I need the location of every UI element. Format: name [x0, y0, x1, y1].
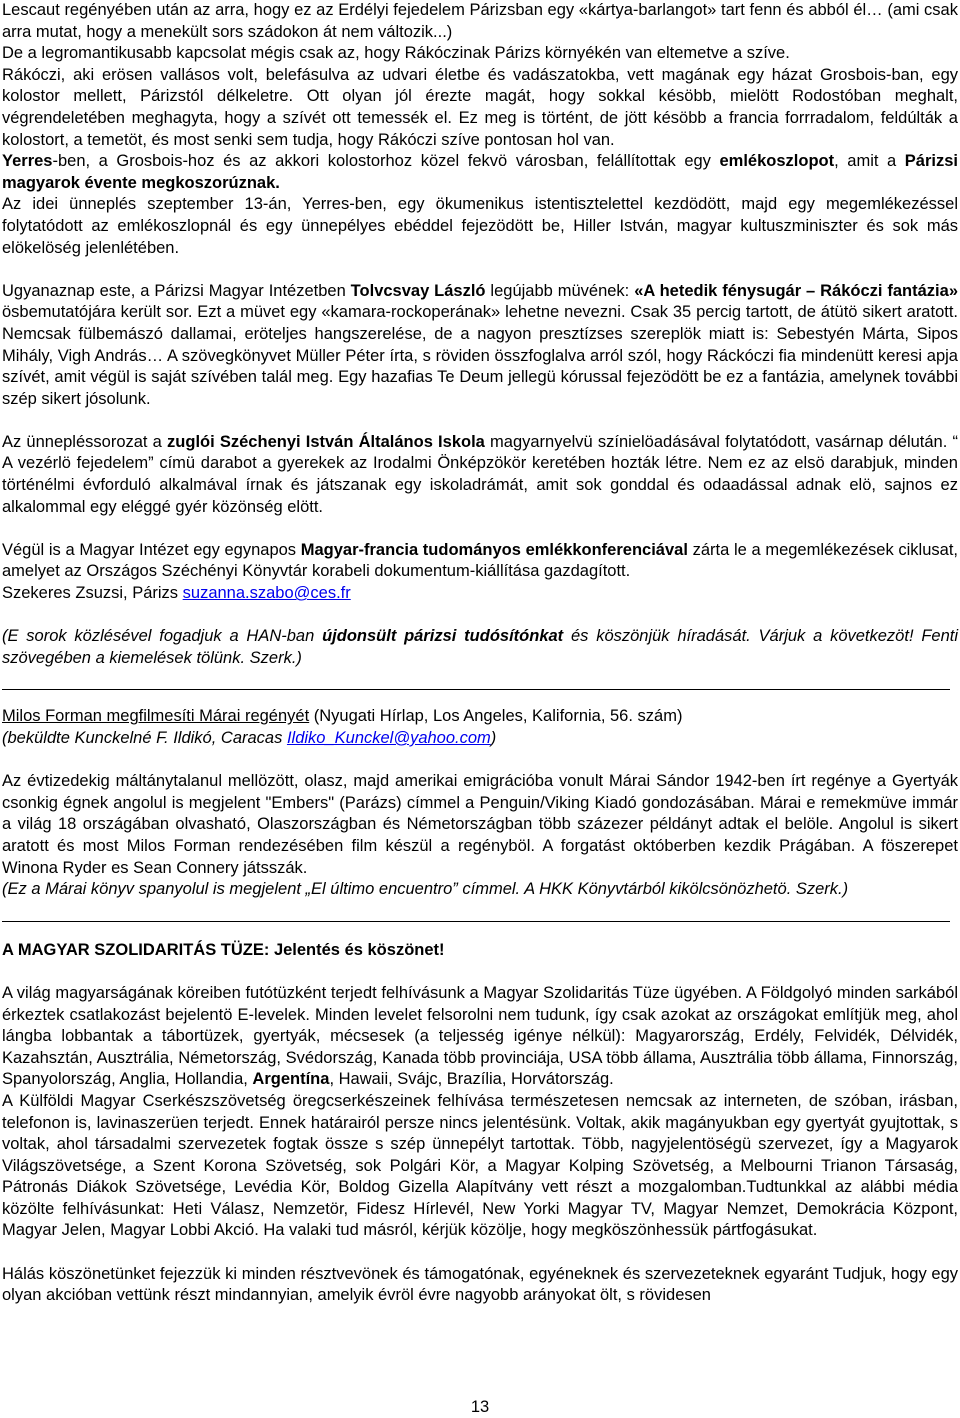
paragraph-celebration: Az idei ünneplés szeptember 13-án, Yerres-ben, egy ökumenikus istentisztelettel kezdödött, majd egy megemlékezéssel folytatódott az emlékoszlopnál és egy ünnepélyes ebéddel fejezödött be, Hiller István, magyar kultuszminiszter és sok más elökelöség jelenlétében.: [2, 195, 958, 257]
email-link-kunckel[interactable]: Ildiko_Kunckel@yahoo.com: [286, 729, 491, 747]
paragraph-conference: Végül is a Magyar Intézet egy egynapos Magyar-francia tudományos emlékkonferenciával zárta le a megemlékezések ciklusat, amelyet az Országos Széchényi Könyvtár korabeli dokumentum-kiállítása gazdagított. Szekeres Zsuzsi, Párizs suzanna.szabo@ces.fr: [2, 540, 958, 603]
paragraph-intro: Lescaut regényében után az arra, hogy ez az Erdélyi fejedelem Párizsban egy «kártya-barlangot» tart fenn és abból él… (ami csak arra mutat, hogy a menekült sors szádokon át nem változik...): [2, 1, 958, 41]
conference-name: Magyar-francia tudományos emlékkonferenciával: [300, 540, 688, 559]
paragraph-school: Az ünnepléssorozat a zuglói Széchenyi István Általános Iskola magyarnyelvü színielöadásával folytatódott, vasárnap délután. “ A vezérlö fejedelem” címü darabot a gyerekek az Irodalmi Önképzökör keretében hozták létre. Nem ez az elsö darabjuk, minden történélmi évforduló alkalmával írnak és játszanak egy iskoladrámát, amit sok gonddal és odaadással adnak elö, sajnos ez alkalommal egy eléggé gyér közönség elött.: [2, 432, 958, 516]
paragraph-grosbois: Rákóczi, aki erösen vallásos volt, belefásulva az udvari életbe és vadászatokba, vett magának egy házat Grosbois-ban, egy kolostor mellett, Párizstól délkeletre. Ott olyan jól érezte magát, hogy sokkal késöbb, mielött Rodostóban meghalt, végrendeletében meghagyta, hogy a szívét ott temessék el. Ez meg is történt, de jött késöbb a francia forrradalom, feldúlták a kolostort, a temetöt, és most senki sem tudja, hogy Rákóczi szíve pontosan hol van.: [2, 65, 958, 149]
forman-body: Az évtizedekig máltánytalanul mellözött, olasz, majd amerikai emigrációba vonult Márai Sándor 1942-ben írt regénye a Gyertyák csonkig égnek angolul is megjelent "Embers" (Parázs) címmel a Penguin/Viking Kiadó gondozásában. Márai e remekmüve immár a világ 18 országában olvasható, Olaszországban és Németországban több százezer példányt adtak el belöle. Angolul is sikert aratott és most Milos Forman rendezésében film készül a regényböl. A forgatást októberben kezdik Prágában. A föszerepet Winona Ryder es Sean Connery játsszák.: [2, 772, 958, 877]
school-name: zuglói Széchenyi István Általános Iskola: [167, 432, 485, 451]
composer-name: Tolvcsvay László: [350, 281, 486, 300]
forman-header: Milos Forman megfilmesíti Márai regényét (Nyugati Hírlap, Los Angeles, Kalifornia, 56. szám) (beküldte Kunckelné F. Ildikó, Caracas Ildiko_Kunckel@yahoo.com): [2, 707, 683, 747]
page-number: 13: [470, 1398, 490, 1416]
szolidaritas-paragraph-3: Hálás köszönetünket fejezzük ki minden résztvevönek és támogatónak, egyéneknek és szervezeteknek egyaránt Tudjuk, hogy egy olyan akcióban vettünk részt mindannyian, amelyik évröl évre nagyobb arányokat ölt, s rövidesen: [2, 1264, 958, 1305]
document-page: [2, 0, 958, 1307]
wreath-bold: Párizsi magyarok évente megkoszorúznak.: [2, 152, 958, 192]
paragraph-yerres: Yerres-ben, a Grosbois-hoz és az akkori kolostorhoz közel fekvö városban, felállítottak egy emlékoszlopot, amit a Párizsi magyarok évente megkoszorúznak.: [2, 152, 958, 192]
szolidaritas-heading: A MAGYAR SZOLIDARITÁS TÜZE: Jelentés és köszönet!: [2, 940, 445, 959]
forman-title: Milos Forman megfilmesíti Márai regényét: [2, 707, 310, 726]
szolidaritas-paragraph-1: A világ magyarságának köreiben futótüzként terjedt felhívásunk a Magyar Szolidaritás Tüze ügyében. A Földgolyó minden sarkából érkeztek csatlakozást bejelentö E-levelek. Minden levelet felsorolni nem tudunk, így csak azokat az országokat említjük meg, ahol lángba lobbantak a tábortüzek, gyertyák, mécsesek (a teljesség igénye nélkül): Magyarország, Erdély, Felvidék, Délvidék, Kazahsztán, Ausztrália, Németország, Svédország, Kanada több provinciája, USA több állama, Ausztrália több állama, Finnország, Spanyolország, Anglia, Hollandia, Argentína, Hawaii, Svájc, Brazília, Horvátország.: [2, 983, 958, 1089]
email-link-szabo[interactable]: suzanna.szabo@ces.fr: [182, 584, 351, 603]
paragraph-heart: De a legromantikusabb kapcsolat mégis csak az, hogy Rákóczinak Párizs környékén van eltemetve a szíve.: [2, 44, 790, 63]
argentina-bold: Argentína: [252, 1070, 330, 1089]
szolidaritas-paragraph-2: A Külföldi Magyar Cserkészszövetség öregcserkészeinek felhívása természetesen nemcsak az interneten, de szóban, irásban, telefonon is, lavinaszerüen terjedt. Ennek határairól persze nincs jelentésünk. Voltak, akik magányukban egy gyertyát gyujtottak, s voltak, ahol társadalmi szervezetek fogtak össze s szép ünnepélyt tartottak. Több, nagyjelentöségü szervezet, így a Magyarok Világszövetsége, a Szent Korona Szövetség, sok Polgári Kör, a Magyar Kolping Szövetség, a Melbourni Trianon Társaság, Pátronás Diákok Szövetsége, Levédia Kör, Boldog Gizella Alapítvány vett részt a mozgalomban.Tudtunkkal az alábbi média közölte felhívásunkat: Heti Válasz, Nemzetör, Fidesz Hírlevél, New Yorki Magyar TV, Magyar Nemzet, Demokrácia Központ, Magyar Jelen, Magyar Lobbi Akció. Ha valaki tud másról, kérjük közölje, hogy megköszönhessük pártfogásukat.: [2, 1091, 958, 1240]
work-title: «A hetedik fénysugár – Rákóczi fantázia»: [634, 281, 958, 300]
paragraph-rockopera: Ugyanaznap este, a Párizsi Magyar Intézetben Tolvcsvay László legújabb müvének: «A hetedik fénysugár – Rákóczi fantázia» ösbemutatójára került sor. Ezt a müvet egy «kamara-rockoperának» lehetne nevezni. Csak 35 percig tartott, de átütö sikert aratott. Nemcsak fülbemászó dallamai, eröteljes hangszerelése, de a nagyon presztízses szereplök miatt is: Sebestyén Márta, Sipos Mihály, Vigh András… A szövegkönyvet Müller Péter írta, s röviden összfoglalva arról szól, hogy Ráckóczi fia mindenütt keresi apja szívét, amit végül is saját szívében talál meg. Egy hazafias Te Deum jellegü kórussal fejezödött be ez a fantázia, amelynek további szép sikert jósolunk.: [2, 281, 958, 408]
signature: Szekeres Zsuzsi, Párizs: [2, 584, 183, 603]
forman-note: (Ez a Márai könyv spanyolul is megjelent „El último encuentro” címmel. A HKK Könyvtárból kikölcsönözhetö. Szerk.): [2, 880, 849, 899]
yerres-bold: Yerres: [2, 152, 53, 171]
correspondent-bold: újdonsült párizsi tudósítónkat: [322, 627, 564, 646]
editor-note: (E sorok közlésével fogadjuk a HAN-ban újdonsült párizsi tudósítónkat és köszönjük híradását. Várjuk a következöt! Fenti szövegében a kiemelések tölünk. Szerk.): [2, 627, 958, 667]
memorial-bold: emlékoszlopot: [719, 152, 835, 171]
